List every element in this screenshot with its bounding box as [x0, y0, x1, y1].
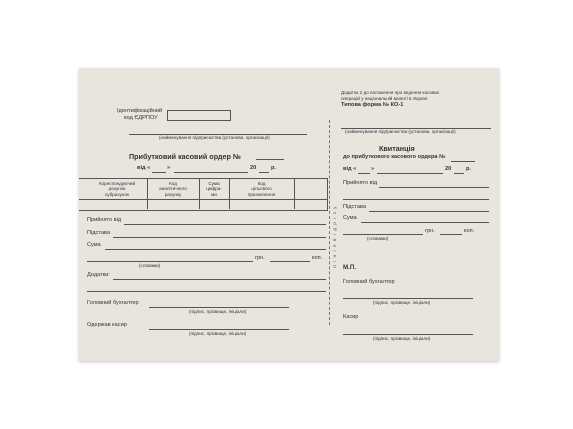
attachments-line-2[interactable]: [87, 291, 326, 292]
table-col-divider: [294, 178, 295, 209]
ident-label-2: код ЄДРПОУ: [124, 115, 158, 121]
regulation-note: Додаток 2 до положення про ведення касових: [341, 90, 440, 95]
stub-received-from-line[interactable]: [379, 187, 489, 188]
cashier-sign-line[interactable]: [149, 329, 289, 330]
stub-sign-caption: (підпис, прізвище, ініціали): [373, 336, 431, 341]
date-day-line[interactable]: [152, 172, 166, 173]
stub-date-quote: »: [371, 166, 375, 172]
stamp-label: М.П.: [343, 264, 357, 271]
stub-chief-sign-line[interactable]: [343, 298, 473, 299]
received-from-line[interactable]: [124, 224, 326, 225]
grn-label: грн.: [255, 255, 265, 261]
stub-subtitle: до прибуткового касового ордера №: [343, 154, 446, 160]
basis-line[interactable]: [113, 237, 326, 238]
stub-date-r: р.: [466, 166, 471, 172]
stub-chief-accountant-label: Головний бухгалтер: [343, 279, 395, 285]
cut-line-label: л і н і я в і д р і з у: [333, 205, 338, 268]
table-header-accounts: Кореспондуючий рахунок субрахунок: [98, 181, 136, 197]
table-header-sum: Сума цифра- ми: [206, 181, 222, 197]
cashier-received-label: Одержав касир: [87, 322, 127, 328]
stub-date-from: від «: [343, 166, 357, 172]
sign-caption: (підпис, прізвище, ініціали): [189, 331, 247, 336]
cut-line: [329, 120, 330, 325]
stub-sum-label: Сума: [343, 215, 357, 221]
sum-line[interactable]: [105, 249, 326, 250]
date-year-line[interactable]: [259, 172, 269, 173]
stub-words-caption: (словами): [367, 236, 389, 241]
stub-sign-caption: (підпис, прізвище, ініціали): [373, 300, 431, 305]
kop-line[interactable]: [270, 261, 310, 262]
stub-org-caption: (найменування підприємства (установи, організації): [345, 129, 456, 134]
stub-sum-words-line[interactable]: [343, 234, 423, 235]
table-header-analytic-code: Код аналітичного рахунку: [159, 181, 187, 197]
stub-received-from-label: Прийнято від: [343, 180, 378, 186]
kop-label: коп.: [312, 255, 323, 261]
regulation-note-2: операцій у національній валюті в Україні: [341, 96, 428, 101]
chief-accountant-sign-line[interactable]: [149, 307, 289, 308]
stub-received-from-line-2[interactable]: [343, 199, 489, 200]
attachments-line[interactable]: [113, 279, 326, 280]
sum-words-line[interactable]: [87, 261, 253, 262]
stub-kop-label: коп.: [464, 228, 475, 234]
stub-basis-label: Підстава: [343, 204, 366, 210]
chief-accountant-label: Головний бухгалтер: [87, 300, 139, 306]
sign-caption: (підпис, прізвище, ініціали): [189, 309, 247, 314]
form-name: Типова форма № КО-1: [341, 102, 404, 108]
stub-cashier-sign-line[interactable]: [343, 334, 473, 335]
received-from-label: Прийнято від: [87, 217, 122, 223]
stub-title: Квитанція: [379, 144, 415, 153]
stub-cashier-label: Касир: [343, 314, 359, 320]
date-from-label: від «: [137, 165, 151, 171]
date-quote: »: [167, 165, 171, 171]
order-number-line[interactable]: [256, 159, 284, 160]
stub-date-year: 20: [445, 166, 452, 172]
stub-kop-line[interactable]: [440, 234, 462, 235]
org-caption: (найменування підприємства (установи, організації): [159, 135, 270, 140]
ident-label: Ідентифікаційний: [117, 108, 163, 114]
basis-label: Підстава: [87, 230, 110, 236]
table-header-purpose-code: Код цільового призначення: [247, 181, 276, 197]
stub-grn-label: грн.: [425, 228, 435, 234]
table-row-divider: [79, 199, 327, 200]
date-r-label: р.: [271, 165, 276, 171]
stub-basis-line[interactable]: [369, 211, 489, 212]
date-year-label: 20: [250, 165, 257, 171]
stub-sum-line[interactable]: [361, 222, 489, 223]
stub-date-day-line[interactable]: [358, 173, 370, 174]
sum-label: Сума: [87, 242, 101, 248]
stub-date-year-line[interactable]: [454, 173, 464, 174]
ident-code-box[interactable]: [167, 110, 231, 121]
cash-receipt-form: [79, 68, 499, 361]
order-title: Прибутковий касовий ордер №: [129, 152, 241, 161]
stub-date-month-line[interactable]: [377, 173, 443, 174]
words-caption: (словами): [139, 263, 161, 268]
date-month-line[interactable]: [174, 172, 248, 173]
stub-order-number-line[interactable]: [451, 161, 475, 162]
attachments-label: Додатки:: [87, 272, 110, 278]
